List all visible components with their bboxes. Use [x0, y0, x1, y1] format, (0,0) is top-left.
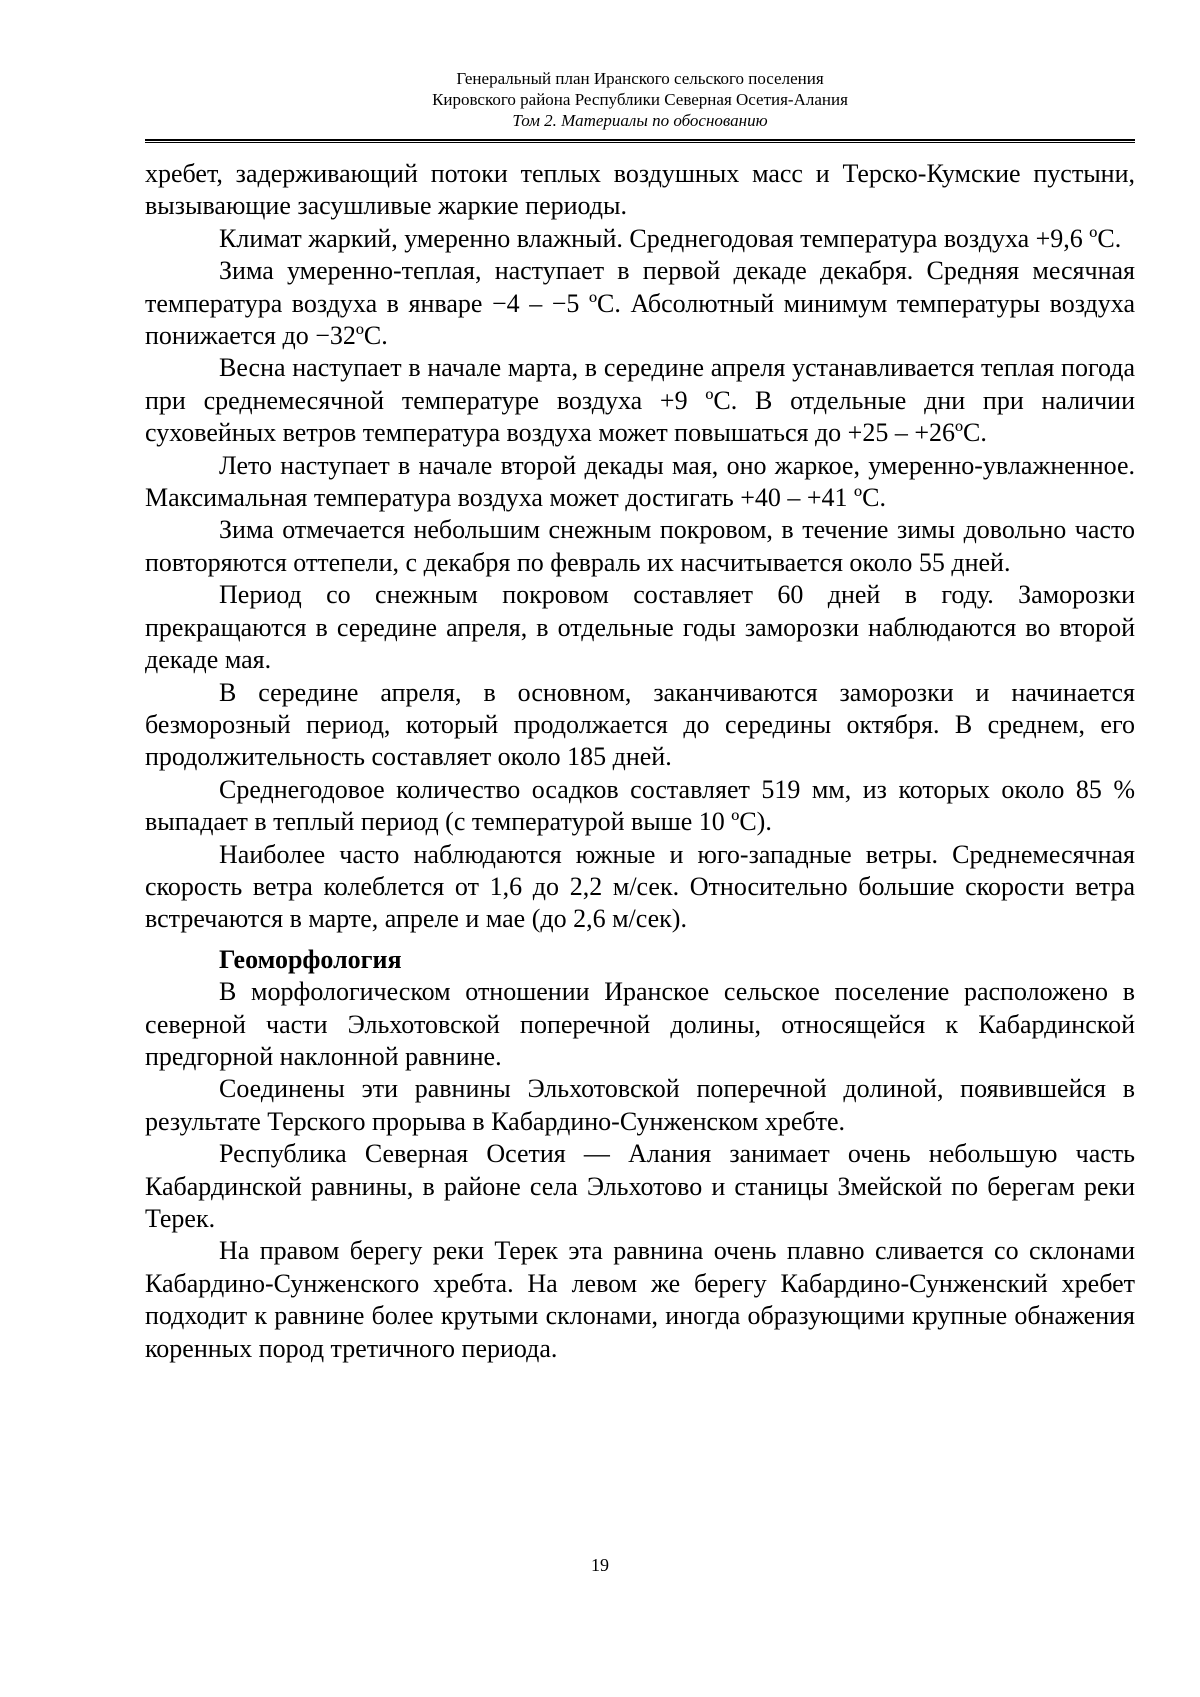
header-volume-line: Том 2. Материалы по обоснованию: [512, 111, 768, 130]
paragraph: Зима отмечается небольшим снежным покровом, в течение зимы довольно часто повторяются оттепели, с декабря по февраль их насчитывается около 55 дней.: [145, 515, 1135, 577]
document-body: [145, 158, 1135, 1365]
paragraph: Лето наступает в начале второй декады мая, оно жаркое, умеренно-увлажненное. Максимальная температура воздуха может достигать +40 – +41 ºС.: [145, 450, 1135, 513]
page-number: 19: [591, 1555, 609, 1575]
paragraph: Среднегодовое количество осадков составляет 519 мм, из которых около 85 % выпадает в теплый период (с температурой выше 10 ºС).: [145, 774, 1135, 837]
section-heading: Геоморфология: [219, 944, 402, 974]
header-title-line-1: Генеральный план Иранского сельского поселения: [456, 69, 824, 88]
paragraph: На правом берегу реки Терек эта равнина очень плавно сливается со склонами Кабардино-Сунженского хребта. На левом же берегу Кабардино-Сунженский хребет подходит к равнине более крутыми склонами, иногда образующими крупные обнажения коренных пород третичного периода.: [145, 1236, 1135, 1363]
paragraph: Период со снежным покровом составляет 60 дней в году. Заморозки прекращаются в середине апреля, в отдельные годы заморозки наблюдаются во второй декаде мая.: [145, 580, 1135, 675]
paragraph: В морфологическом отношении Иранское сельское поселение расположено в северной части Эльхотовской поперечной долины, относящейся к Кабардинской предгорной наклонной равнине.: [145, 977, 1135, 1071]
paragraph: Весна наступает в начале марта, в середине апреля устанавливается теплая погода при среднемесячной температуре воздуха +9 ºС. В отдельные дни при наличии суховейных ветров температура воздуха может повышаться до +25 – +26ºС.: [145, 353, 1135, 448]
paragraph-continuation: хребет, задерживающий потоки теплых воздушных масс и Терско-Кумские пустыни, вызывающие засушливые жаркие периоды.: [145, 159, 1135, 221]
paragraph: Наиболее часто наблюдаются южные и юго-западные ветры. Среднемесячная скорость ветра колеблется от 1,6 до 2,2 м/сек. Относительно большие скорости ветра встречаются в марте, апреле и мае (до 2,6 м/сек).: [145, 839, 1135, 934]
header-title-line-2: Кировского района Республики Северная Осетия-Алания: [432, 90, 848, 109]
header-divider: [145, 139, 1135, 143]
paragraph: Климат жаркий, умеренно влажный. Среднегодовая температура воздуха +9,6 ºС.: [219, 223, 1122, 253]
paragraph: Зима умеренно-теплая, наступает в первой декаде декабря. Средняя месячная температура воздуха в январе −4 – −5 ºС. Абсолютный минимум температуры воздуха понижается до −32ºС.: [145, 256, 1135, 351]
paragraph: В середине апреля, в основном, заканчиваются заморозки и начинается безморозный период, который продолжается до середины октября. В среднем, его продолжительность составляет около 185 дней.: [145, 677, 1135, 772]
paragraph: Республика Северная Осетия — Алания занимает очень небольшую часть Кабардинской равнины, в районе села Эльхотово и станицы Змейской по берегам реки Терек.: [145, 1139, 1135, 1233]
page-header: [145, 68, 1135, 131]
paragraph: Соединены эти равнины Эльхотовской поперечной долиной, появившейся в результате Терского прорыва в Кабардино-Сунженском хребте.: [145, 1074, 1135, 1136]
